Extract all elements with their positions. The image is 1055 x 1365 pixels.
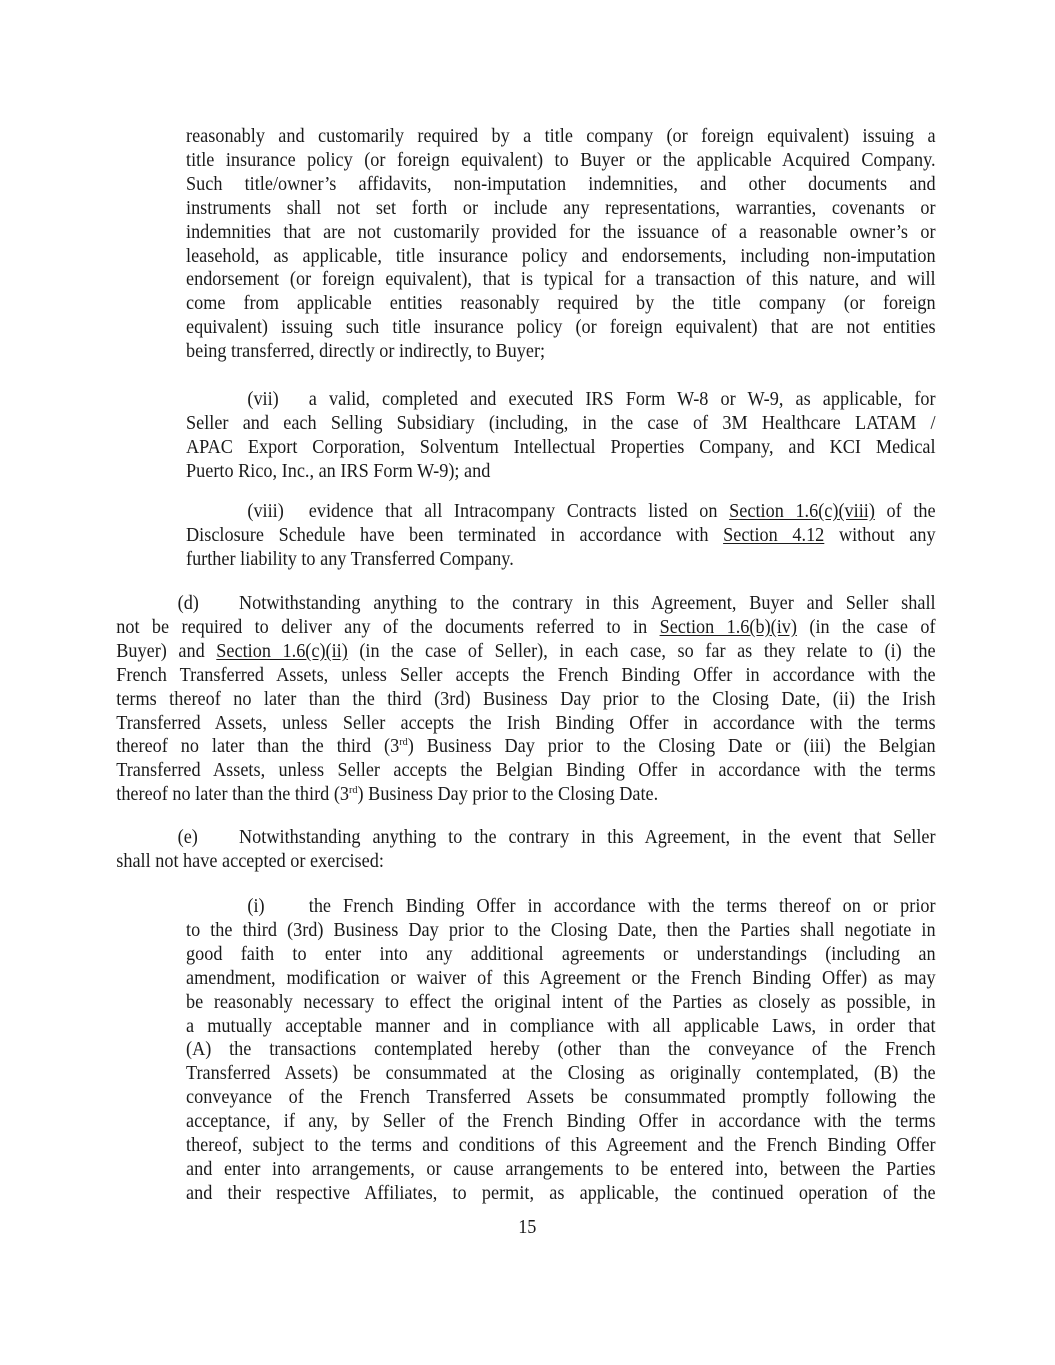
clause-text: thereof no later than the third (3 bbox=[116, 736, 400, 758]
text-line: shall not have accepted or exercised: bbox=[116, 850, 384, 872]
clause-text: Notwithstanding anything to the contrary in this Agreement, in the event that Seller bbox=[239, 827, 936, 848]
text-line: and their respective Affiliates, to permit, as applicable, the continued operation of the bbox=[186, 1182, 936, 1204]
clause-vii-first-line bbox=[186, 388, 936, 412]
text-line: terms thereof no later than the third (3rd) Business Day prior to the Closing Date, (ii) the Irish bbox=[116, 688, 936, 710]
clause-label: (d) bbox=[177, 593, 199, 614]
clause-text: (in the case of bbox=[796, 616, 936, 638]
clause-text: ) Business Day prior to the Closing Date or (iii) the Belgian bbox=[407, 736, 936, 758]
clause-text: the French Binding Offer in accordance with the terms thereof on or prior bbox=[308, 896, 936, 917]
text-line: good faith to enter into any additional agreements or understandings (including an bbox=[186, 943, 936, 965]
text-line: Transferred Assets, unless Seller accepts the Irish Binding Offer in accordance with the terms bbox=[116, 712, 936, 734]
section-reference-link[interactable]: Section 1.6(c)(ii) bbox=[216, 640, 348, 662]
text-line: APAC Export Corporation, Solventum Intellectual Properties Company, and KCI Medical bbox=[186, 436, 936, 458]
clause-d bbox=[116, 592, 935, 807]
section-reference-link[interactable]: Section 1.6(c)(viii) bbox=[729, 501, 875, 522]
text-line bbox=[186, 524, 936, 548]
text-line: leasehold, as applicable, title insurance policy and endorsements, including non-imputation bbox=[186, 245, 936, 267]
text-line: Such title/owner’s affidavits, non-imputation indemnities, and other documents and bbox=[186, 173, 936, 195]
text-line: French Transferred Assets, unless Seller accepts the French Binding Offer in accordance with the bbox=[116, 664, 936, 686]
text-line: Transferred Assets) be consummated at the Closing as originally contemplated, (B) the bbox=[186, 1063, 936, 1085]
clause-text: thereof no later than the third (3 bbox=[116, 784, 350, 806]
text-line: to the third (3rd) Business Day prior to the Closing Date, then the Parties shall negotiate in bbox=[186, 919, 936, 941]
text-line: Puerto Rico, Inc., an IRS Form W-9); and bbox=[186, 460, 491, 482]
text-line: conveyance of the French Transferred Assets be consummated promptly following the bbox=[186, 1087, 936, 1109]
clause-vii bbox=[186, 388, 936, 484]
clause-text: without any bbox=[824, 524, 936, 546]
clause-text: ) Business Day prior to the Closing Date. bbox=[357, 784, 659, 806]
ordinal-superscript: rd bbox=[349, 784, 358, 797]
text-line: and enter into arrangements, or cause arrangements to be entered into, between the Parties bbox=[186, 1158, 936, 1180]
paragraph-title-documents bbox=[186, 125, 936, 364]
text-line: be reasonably necessary to effect the original intent of the Parties as closely as possible, in bbox=[186, 991, 936, 1013]
text-line: further liability to any Transferred Company. bbox=[186, 548, 514, 570]
clause-i bbox=[186, 895, 936, 1206]
text-line: indemnities that are not customarily provided for the issuance of a reasonable owner’s or bbox=[186, 221, 936, 243]
clause-text: Disclosure Schedule have been terminated in accordance with bbox=[186, 524, 724, 546]
clause-text: not be required to deliver any of the documents referred to in bbox=[116, 616, 660, 638]
text-line bbox=[116, 783, 935, 807]
clause-text: a valid, completed and executed IRS Form W-8 or W-9, as applicable, for bbox=[308, 389, 936, 410]
text-line: a mutually acceptable manner and in compliance with all applicable Laws, in order that bbox=[186, 1015, 936, 1037]
ordinal-superscript: rd bbox=[399, 736, 408, 749]
clause-text: evidence that all Intracompany Contracts listed on bbox=[308, 501, 730, 522]
clause-text: Buyer) and bbox=[116, 640, 217, 662]
clause-label: (viii) bbox=[247, 501, 284, 522]
clause-viii bbox=[186, 500, 936, 572]
text-line bbox=[116, 640, 935, 664]
text-line bbox=[116, 616, 935, 640]
text-line: equivalent) issuing such title insurance policy (or foreign equivalent) that are not entities bbox=[186, 317, 936, 339]
section-reference-link[interactable]: Section 1.6(b)(iv) bbox=[659, 616, 797, 638]
section-reference-link[interactable]: Section 4.12 bbox=[723, 524, 825, 546]
text-line: being transferred, directly or indirectly, to Buyer; bbox=[186, 341, 546, 363]
text-line: acceptance, if any, by Seller of the French Binding Offer in accordance with the terms bbox=[186, 1111, 936, 1133]
text-line bbox=[116, 735, 935, 759]
page-number: 15 bbox=[518, 1217, 537, 1238]
text-line: instruments shall not set forth or include any representations, warranties, covenants or bbox=[186, 197, 936, 219]
text-line: title insurance policy (or foreign equivalent) to Buyer or the applicable Acquired Company. bbox=[186, 149, 936, 171]
clause-d-first-line bbox=[116, 592, 935, 616]
text-line: reasonably and customarily required by a title company (or foreign equivalent) issuing a bbox=[186, 126, 936, 147]
text-line: thereof, subject to the terms and conditions of this Agreement and the French Binding Offer bbox=[186, 1135, 936, 1157]
clause-i-first-line bbox=[186, 895, 936, 919]
clause-label: (vii) bbox=[247, 389, 279, 410]
clause-label: (e) bbox=[177, 827, 198, 848]
clause-text: Notwithstanding anything to the contrary in this Agreement, Buyer and Seller shall bbox=[239, 593, 936, 614]
text-line: Seller and each Selling Subsidiary (including, in the case of 3M Healthcare LATAM / bbox=[186, 412, 936, 434]
clause-viii-first-line bbox=[186, 500, 936, 524]
text-line: (A) the transactions contemplated hereby (other than the conveyance of the French bbox=[186, 1039, 936, 1061]
text-line: amendment, modification or waiver of this Agreement or the French Binding Offer) as may bbox=[186, 967, 936, 989]
clause-e-first-line bbox=[116, 826, 935, 850]
text-line: come from applicable entities reasonably required by the title company (or foreign bbox=[186, 293, 936, 315]
clause-label: (i) bbox=[247, 896, 265, 917]
text-line: endorsement (or foreign equivalent), that is typical for a transaction of this nature, and will bbox=[186, 269, 936, 291]
text-line: Transferred Assets, unless Seller accepts the Belgian Binding Offer in accordance with the terms bbox=[116, 760, 936, 782]
clause-text: of the bbox=[874, 501, 936, 522]
clause-text: (in the case of Seller), in each case, so far as they relate to (i) the bbox=[347, 640, 936, 662]
clause-e bbox=[116, 826, 935, 874]
